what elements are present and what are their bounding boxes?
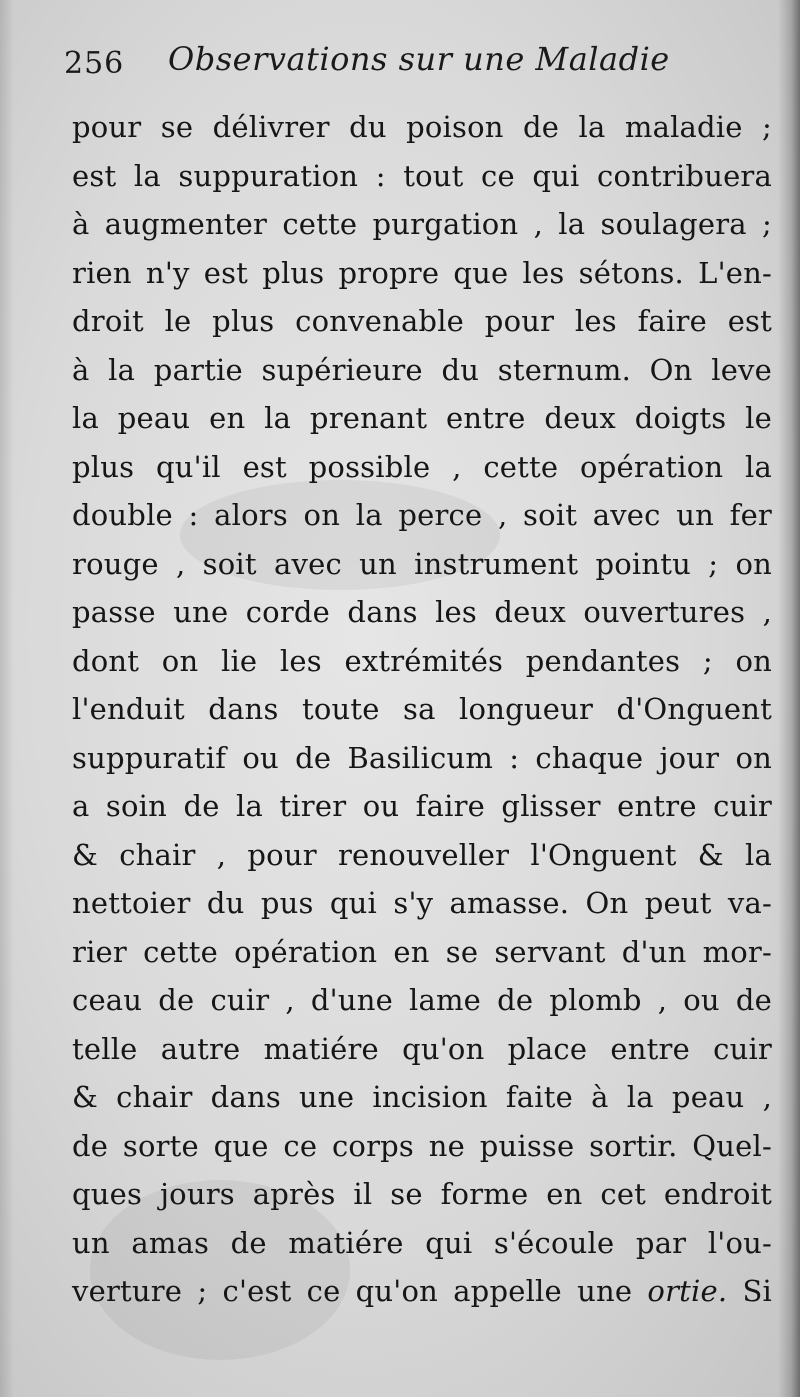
text-line: nettoier du pus qui s'y amasse. On peut va- bbox=[72, 886, 772, 920]
text-line: rien n'y est plus propre que les sétons. L'en- bbox=[72, 255, 772, 290]
text-line: pour se délivrer du poison de la maladie ; bbox=[72, 110, 772, 144]
text-line: dont on lie les extrémités pendantes ; on bbox=[72, 643, 772, 678]
page-number: 256 bbox=[64, 46, 125, 81]
text-line: rier cette opération en se servant d'un mor- bbox=[72, 934, 772, 969]
text-line: plus qu'il est possible , cette opération la bbox=[72, 449, 772, 484]
text-line: double : alors on la perce , soit avec un fer bbox=[72, 498, 772, 532]
text-line: la peau en la prenant entre deux doigts le bbox=[72, 401, 772, 435]
text-line: passe une corde dans les deux ouvertures , bbox=[72, 595, 772, 629]
text-line: ceau de cuir , d'une lame de plomb , ou de bbox=[72, 983, 772, 1017]
text-line: est la suppuration : tout ce qui contribuera bbox=[72, 158, 772, 193]
text-line: droit le plus convenable pour les faire est bbox=[72, 304, 772, 338]
text-line: de sorte que ce corps ne puisse sortir. Quel- bbox=[72, 1128, 772, 1163]
text-line: ques jours après il se forme en cet endroit bbox=[72, 1177, 772, 1211]
text-line: suppuratif ou de Basilicum : chaque jour on bbox=[72, 740, 772, 775]
catchword: Si bbox=[742, 1274, 772, 1308]
body-text bbox=[72, 103, 772, 1316]
running-head bbox=[64, 40, 764, 96]
text-line: & chair dans une incision faite à la peau , bbox=[72, 1080, 772, 1114]
italic-word: ortie. bbox=[647, 1274, 728, 1308]
page-shadow-left bbox=[0, 0, 14, 1397]
text-line: à augmenter cette purgation , la soulagera ; bbox=[72, 207, 772, 241]
text-line: l'enduit dans toute sa longueur d'Onguent bbox=[72, 692, 772, 726]
text-line: à la partie supérieure du sternum. On leve bbox=[72, 352, 772, 387]
text-line: rouge , soit avec un instrument pointu ; on bbox=[72, 546, 772, 581]
text-line: a soin de la tirer ou faire glisser entre cuir bbox=[72, 789, 772, 823]
page-shadow-right bbox=[778, 0, 800, 1397]
running-title: Observations sur une Maladie bbox=[168, 40, 670, 78]
text-line-start: verture ; c'est ce qu'on appelle une bbox=[72, 1274, 633, 1308]
text-line: un amas de matiére qui s'écoule par l'ou- bbox=[72, 1225, 772, 1260]
text-line: & chair , pour renouveller l'Onguent & la bbox=[72, 837, 772, 872]
text-line-last bbox=[72, 1267, 772, 1316]
text-line: telle autre matiére qu'on place entre cuir bbox=[72, 1031, 772, 1066]
